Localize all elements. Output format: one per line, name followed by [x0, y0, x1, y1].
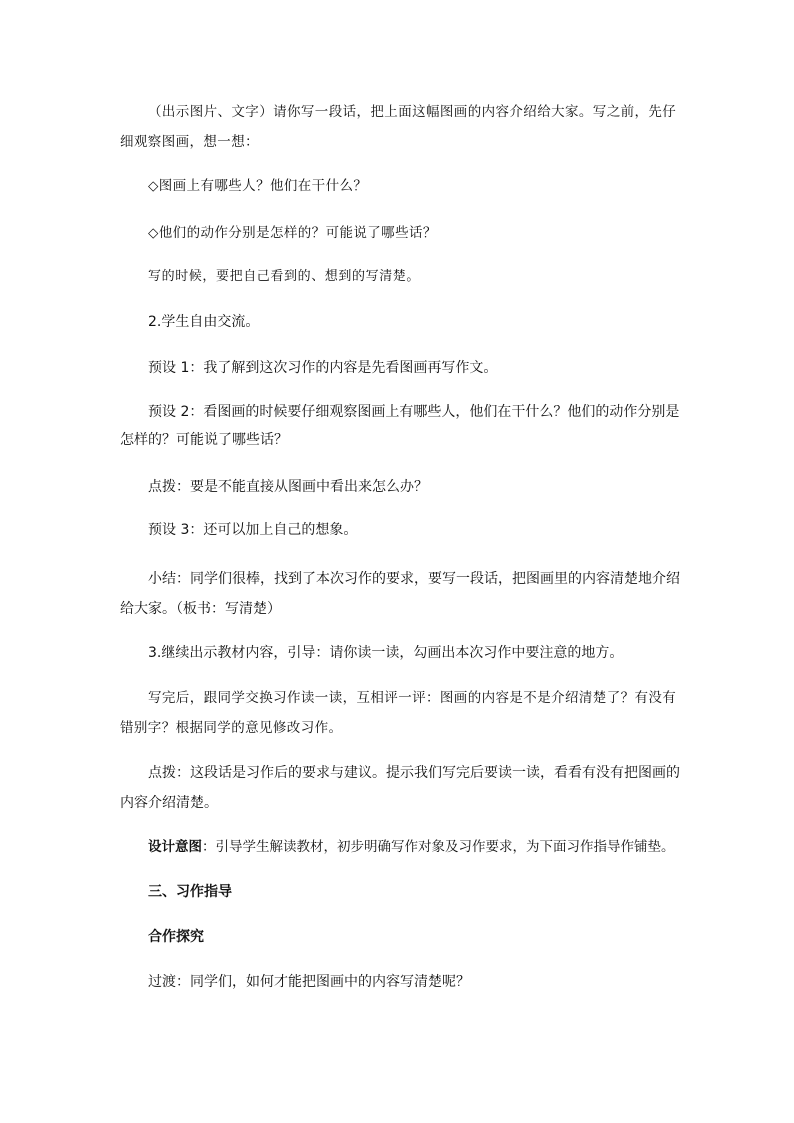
tip-2-line-2: 内容介绍清楚。 [120, 795, 218, 811]
intro-paragraph [120, 97, 680, 157]
preset-2 [120, 398, 680, 454]
summary [120, 564, 680, 624]
summary-line-1: 小结：同学们很棒，找到了本次习作的要求，要写一段话，把图画里的内容清楚地介绍 [148, 571, 680, 587]
transition: 过渡：同学们，如何才能把图画中的内容写清楚呢？ [148, 974, 470, 990]
design-intent-label: 设计意图 [148, 839, 202, 855]
writing-note: 写的时候，要把自己看到的、想到的写清楚。 [148, 269, 421, 284]
section-heading: 三、习作指导 [148, 884, 232, 900]
preset-1: 预设 1：我了解到这次习作的内容是先看图画再写作文。 [148, 360, 498, 376]
preset-2-line-1: 预设 2：看图画的时候要仔细观察图画上有哪些人，他们在干什么？他们的动作分别是 [148, 404, 680, 420]
textbook-quote [120, 683, 680, 743]
preset-3: 预设 3：还可以加上自己的想象。 [148, 522, 358, 538]
bullet-actions: ◇他们的动作分别是怎样的？可能说了哪些话？ [148, 225, 437, 241]
tip-2 [120, 758, 680, 818]
intro-line-2: 细观察图画，想一想： [120, 134, 259, 150]
tip-2-line-1: 点拨：这段话是习作后的要求与建议。提示我们写完后要读一读，看看有没有把图画的 [148, 765, 680, 781]
intro-line-1: （出示图片、文字）请你写一段话，把上面这幅图画的内容介绍给大家。写之前，先仔 [148, 104, 677, 120]
design-intent-text: ：引导学生解读教材，初步明确写作对象及习作要求，为下面习作指导作铺垫。 [202, 839, 675, 855]
quote-line-1: 写完后，跟同学交换习作读一读，互相评一评：图画的内容是不是介绍清楚了？有没有 [148, 690, 677, 706]
design-intent [148, 835, 688, 860]
bullet-people: ◇图画上有哪些人？他们在干什么？ [148, 178, 368, 194]
summary-line-2: 给大家。（板书：写清楚） [120, 601, 281, 617]
step-2: 2.学生自由交流。 [148, 314, 260, 330]
quote-line-2: 错别字？根据同学的意见修改习作。 [120, 720, 343, 736]
preset-2-line-2: 怎样的？可能说了哪些话？ [120, 432, 288, 448]
subsection-heading: 合作探究 [148, 929, 204, 945]
tip-1: 点拨：要是不能直接从图画中看出来怎么办？ [148, 479, 428, 495]
step-3: 3.继续出示教材内容，引导：请你读一读，勾画出本次习作中要注意的地方。 [148, 645, 624, 661]
